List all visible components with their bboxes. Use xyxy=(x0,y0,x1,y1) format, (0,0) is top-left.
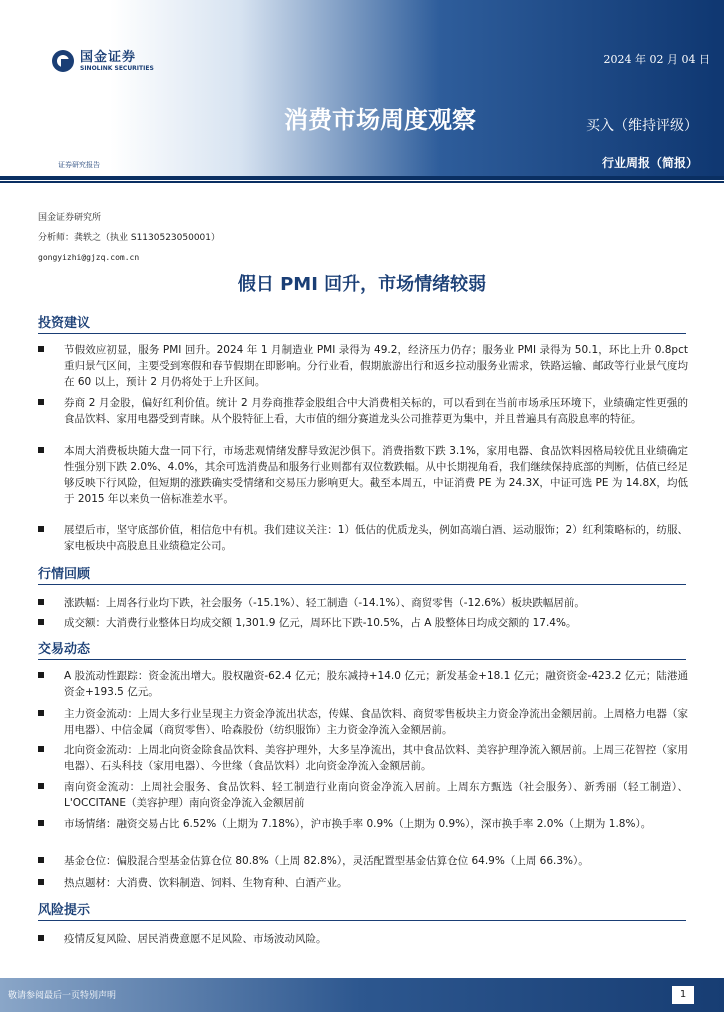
bullet-icon xyxy=(38,820,44,826)
list-item-text: 市场情绪：融资交易占比 6.52%（上期为 7.18%），沪市换手率 0.9%（上期为 0.9%），深市换手率 2.0%（上期为 1.8%）。 xyxy=(64,818,652,830)
author-info xyxy=(38,208,220,268)
bullet-icon xyxy=(38,783,44,789)
bullet-icon xyxy=(38,447,44,453)
logo-text-en: SINOLINK SECURITIES xyxy=(80,64,154,72)
bullet-icon xyxy=(38,619,44,625)
bullet-icon xyxy=(38,710,44,716)
bullet-icon xyxy=(38,526,44,532)
report-type: 行业周报（简报） xyxy=(601,156,698,170)
list-item-text: 节假效应初显，服务 PMI 回升。2024 年 1 月制造业 PMI 录得为 49.2，经济压力仍存；服务业 PMI 录得为 50.1，环比上升 0.8pct 重归景气区间，主要受到寒假和春节假期在即影响。分行业看，假期旅游出行和返乡拉动服务业需求，铁路运输、邮政等行业景气度均在 60 以上，预计 2 月仍将处于上升区间。 xyxy=(64,344,688,388)
list-item-text: 券商 2 月金股，偏好红利价值。统计 2 月券商推荐金股组合中大消费相关标的，可以看到在当前市场承压环境下，业绩确定性更强的食品饮料、家用电器受到青睐。从个股特征上看，大市值的细分赛道龙头公司推荐更为集中，并且普遍具有高股息率的特征。 xyxy=(64,397,688,425)
report-header xyxy=(0,0,724,180)
bullet-icon xyxy=(38,746,44,752)
bullet-icon xyxy=(38,879,44,885)
section-divider xyxy=(38,333,686,334)
section-divider xyxy=(38,920,686,921)
document-headline: 假日 PMI 回升，市场情绪较弱 xyxy=(237,274,487,295)
analyst-email: gongyizhi@gjzq.com.cn xyxy=(38,253,140,262)
list-item-text: 疫情反复风险、居民消费意愿不足风险、市场波动风险。 xyxy=(64,933,327,945)
section-divider xyxy=(38,659,686,660)
institute-name: 国金证券研究所 xyxy=(38,213,102,223)
section-title-market: 行情回顾 xyxy=(38,567,91,582)
page-footer xyxy=(0,978,724,1012)
report-date: 2024 年 02 月 04 日 xyxy=(603,53,710,66)
bullet-icon xyxy=(38,599,44,605)
rating-label: 买入（维持评级） xyxy=(586,118,698,134)
section-divider xyxy=(38,584,686,585)
list-item-text: 基金仓位：偏股混合型基金估算仓位 80.8%（上周 82.8%），灵活配置型基金估算仓位 64.9%（上周 66.3%）。 xyxy=(64,855,589,867)
list-item-text: A 股流动性跟踪：资金流出增大。股权融资-62.4 亿元；股东减持+14.0 亿元；新发基金+18.1 亿元；融资资金-423.2 亿元；陆港通资金+193.5 亿元。 xyxy=(64,670,688,698)
list-item-text: 涨跌幅：上周各行业均下跌，社会服务（-15.1%）、轻工制造（-14.1%）、商贸零售（-12.6%）板块跌幅居前。 xyxy=(64,597,585,609)
list-item-text: 热点题材：大消费、饮料制造、饲料、生物育种、白酒产业。 xyxy=(64,877,348,889)
company-logo xyxy=(52,50,154,72)
bullet-icon xyxy=(38,399,44,405)
logo-text-cn: 国金证券 xyxy=(80,49,137,65)
list-item-text: 南向资金流动：上周社会服务、食品饮料、轻工制造行业南向资金净流入居前。上周东方甄选（社会服务）、新秀丽（轻工制造）、L'OCCITANE（美容护理）南向资金净流入金额居前 xyxy=(64,781,688,809)
list-item-text: 展望后市，坚守底部价值，相信危中有机。我们建议关注：1）低估的优质龙头，例如高端白酒、运动服饰；2）红利策略标的，纺服、家电板块中高股息且业绩稳定公司。 xyxy=(64,524,688,552)
section-title-risk: 风险提示 xyxy=(38,903,91,918)
disclaimer-note: 敬请参阅最后一页特别声明 xyxy=(8,991,117,1001)
list-item-text: 主力资金流动：上周大多行业呈现主力资金净流出状态，传媒、食品饮料、商贸零售板块主力资金净流出金额居前。上周格力电器（家用电器）、中信金属（商贸零售）、哈森股份（纺织服饰）主力资金净流入金额居前。 xyxy=(64,708,688,736)
bullet-icon xyxy=(38,672,44,678)
department-label: 证券研究报告 xyxy=(58,161,100,169)
page-number: 1 xyxy=(672,986,694,1004)
list-item-text: 本周大消费板块随大盘一同下行，市场悲观情绪发酵导致泥沙俱下。消费指数下跌 3.1%，家用电器、食品饮料因格局较优且业绩确定性强分别下跌 2.0%、4.0%，其余可选消费品和服务行业则都有双位数跌幅。从中长期视角看，我们继续保持底部的判断，估值已经足够反映下行风险，但短期的涨跌确实受情绪和交易压力影响更大。截至本周五，中证消费 PE 为 24.3X，中证可选 PE 为 14.8X，均低于 2015 年以来负一倍标准差水平。 xyxy=(64,445,688,505)
report-title: 消费市场周度观察 xyxy=(284,106,476,134)
bullet-icon xyxy=(38,346,44,352)
sinolink-logo-icon xyxy=(52,50,74,72)
section-title-trade: 交易动态 xyxy=(38,642,91,657)
section-title-invest: 投资建议 xyxy=(38,316,91,331)
bullet-icon xyxy=(38,935,44,941)
analyst-name: 分析师：龚轶之（执业 S1130523050001） xyxy=(38,233,221,243)
list-item-text: 北向资金流动：上周北向资金除食品饮料、美容护理外，大多呈净流出，其中食品饮料、美容护理净流入额居前。上周三花智控（家用电器）、石头科技（家用电器）、今世缘（食品饮料）北向资金净流入金额居前。 xyxy=(64,744,688,772)
list-item-text: 成交额：大消费行业整体日均成交额 1,301.9 亿元，周环比下跌-10.5%，占 A 股整体日均成交额的 17.4%。 xyxy=(64,617,577,629)
bullet-icon xyxy=(38,857,44,863)
